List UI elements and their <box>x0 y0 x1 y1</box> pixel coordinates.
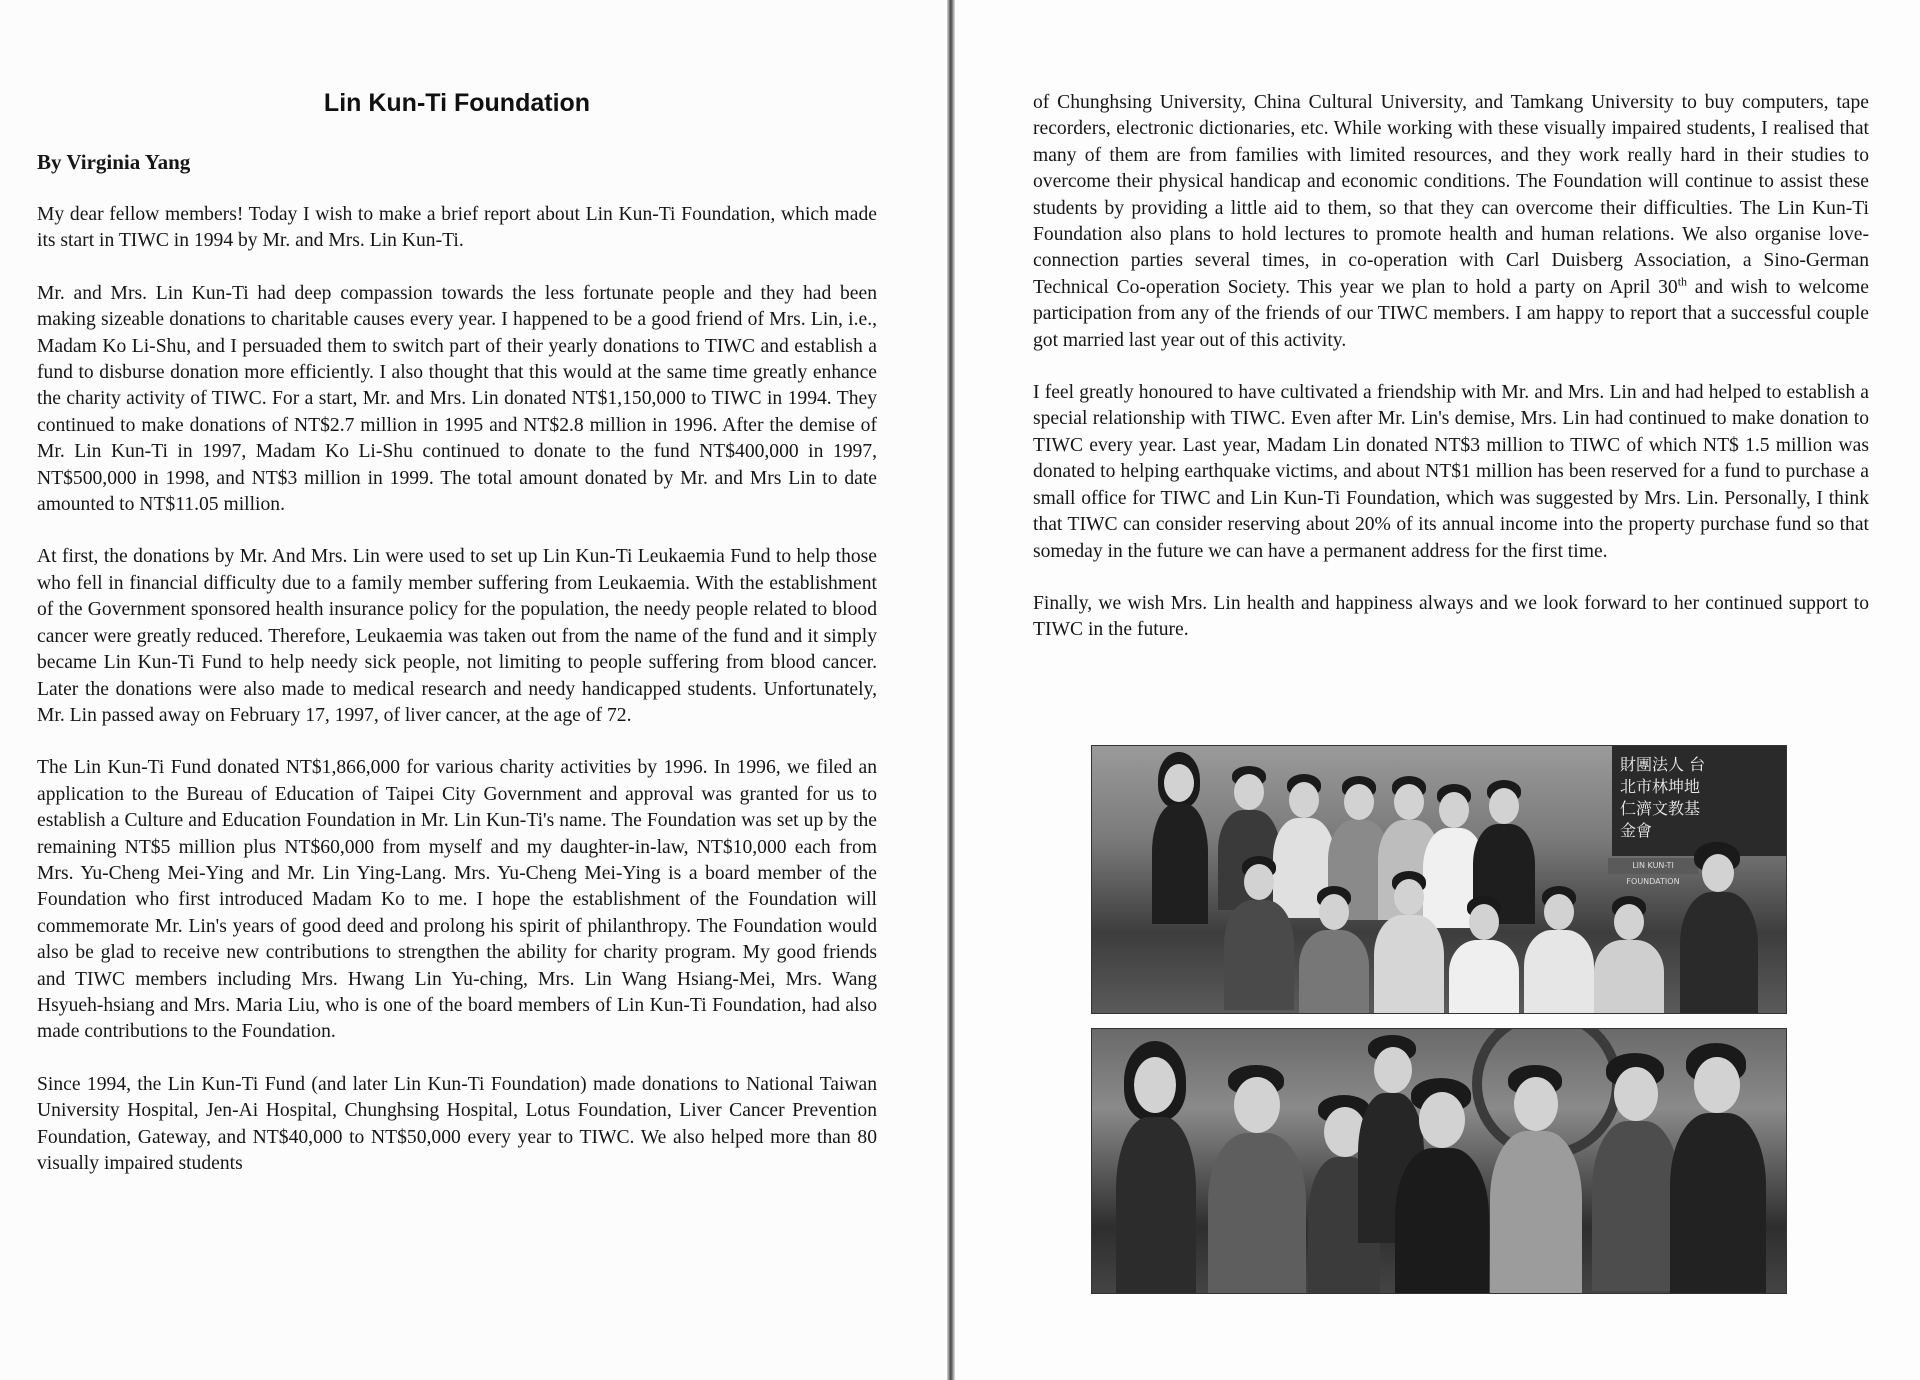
left-paragraph-3: At first, the donations by Mr. And Mrs. Lin were used to set up Lin Kun-Ti Leukaemia Fund to help those who fell in financial difficulty due to a family member suffering from Leukaemia. With the establishment of the Government sponsored health insurance policy for the population, the needy people related to blood cancer were greatly reduced. Therefore, Leukaemia was taken out from the name of the fund and it simply became Lin Kun-Ti Fund to help needy sick people, not limiting to people suffering from blood cancer. Later the donations were also made to medical research and needy handicapped students. Unfortunately, Mr. Lin passed away on February 17, 1997, of liver cancer, at the age of 72. <box>37 546 877 726</box>
left-text-column <box>37 202 877 1203</box>
article-byline: By Virginia Yang <box>37 150 191 174</box>
right-paragraph-1 <box>1033 90 1869 354</box>
left-paragraph-4: The Lin Kun-Ti Fund donated NT$1,866,000 for various charity activities by 1996. In 1996, we filed an application to the Bureau of Education of Taipei City Government and approval was granted for us to establish a Culture and Education Foundation in Mr. Lin Kun-Ti's name. The Foundation was set up by the remaining NT$5 million plus NT$60,000 from myself and my daughter-in-law, NT$10,000 each from Mrs. Yu-Cheng Mei-Ying and Mr. Lin Ying-Lang. Mrs. Yu-Cheng Mei-Ying is a board member of the Foundation who first introduced Madam Ko to me. I hope the establishment of the Foundation will commemorate Mr. Lin's years of good deed and prolong his spirit of philanthropy. The Foundation would also be glad to receive new contributions to strengthen the ability for charity program. My good friends and TIWC members including Mrs. Hwang Lin Yu-ching, Mrs. Lin Wang Hsiang-Mei, Mrs. Wang Hsyueh-hsiang and Mrs. Maria Liu, who is one of the board members of Lin Kun-Ti Foundation, had also made contributions to the Foundation. <box>37 757 877 1043</box>
book-gutter <box>947 0 955 1380</box>
right-paragraph-2: I feel greatly honoured to have cultivated a friendship with Mr. and Mrs. Lin and had helped to establish a special relationship with TIWC. Even after Mr. Lin's demise, Mrs. Lin had continued to make donation to TIWC every year. Last year, Madam Lin donated NT$3 million to TIWC of which NT$ 1.5 million was donated to helping earthquake victims, and about NT$1 million has been reserved for a fund to purchase a small office for TIWC and Lin Kun-Ti Foundation, which was suggested by Mrs. Lin. Personally, I think that TIWC can consider reserving about 20% of its annual income into the property purchase fund so that someday in the future we can have a permanent address for the first time. <box>1033 382 1869 562</box>
left-page <box>0 0 947 1380</box>
right-text-column <box>1033 90 1869 670</box>
article-title: Lin Kun-Ti Foundation <box>323 89 591 117</box>
left-paragraph-5: Since 1994, the Lin Kun-Ti Fund (and later Lin Kun-Ti Foundation) made donations to National Taiwan University Hospital, Jen-Ai Hospital, Chunghsing Hospital, Lotus Foundation, Liver Cancer Prevention Foundation, Gateway, and NT$40,000 to NT$50,000 every year to TIWC. We also helped more than 80 visually impaired students <box>37 1073 877 1174</box>
group-photo-members <box>1091 1028 1787 1294</box>
foundation-sign-text: 財團法人 台北市林坤地 仁濟文教基金會 <box>1620 755 1706 840</box>
foundation-banner: LIN KUN-TI FOUNDATION <box>1608 858 1698 874</box>
group-photo-students <box>1091 745 1787 1014</box>
ordinal-superscript: th <box>1677 274 1688 289</box>
right-paragraph-1-text-a: of Chunghsing University, China Cultural University, and Tamkang University to buy computers, tape recorders, electronic dictionaries, etc. While working with these visually impaired students, I realised that many of them are from families with limited resources, and they work really hard in their studies to overcome their physical handicap and economic conditions. The Foundation will continue to assist these students by providing a little aid to them, so that they can overcome their difficulties. The Lin Kun-Ti Foundation also plans to hold lectures to promote health and human relations. We also organise love-connection parties several times, in co-operation with Carl Duisberg Association, a Sino-German Technical Co-operation Society. This year we plan to hold a party on April 30 <box>1033 92 1869 298</box>
right-paragraph-3: Finally, we wish Mrs. Lin health and happiness always and we look forward to her continued support to TIWC in the future. <box>1033 592 1869 641</box>
right-paragraph-1-text-b: and wish to welcome participation from any of the friends of our TIWC members. I am happy to report that a successful couple got married last year out of this activity. <box>1033 276 1869 351</box>
left-paragraph-1: My dear fellow members! Today I wish to make a brief report about Lin Kun-Ti Foundation, which made its start in TIWC in 1994 by Mr. and Mrs. Lin Kun-Ti. <box>37 204 877 252</box>
left-paragraph-2: Mr. and Mrs. Lin Kun-Ti had deep compassion towards the less fortunate people and they had been making sizeable donations to charitable causes every year. I happened to be a good friend of Mrs. Lin, i.e., Madam Ko Li-Shu, and I persuaded them to switch part of their yearly donations to TIWC and establish a fund to disburse donation more efficiently. I also thought that this would at the same time greatly enhance the charity activity of TIWC. For a start, Mr. and Mrs. Lin donated NT$1,150,000 to TIWC in 1994. They continued to make donations of NT$2.7 million in 1995 and NT$2.8 million in 1996. After the demise of Mr. Lin Kun-Ti in 1997, Madam Ko Li-Shu continued to donate to the fund NT$400,000 in 1997, NT$500,000 in 1998, and NT$3 million in 1999. The total amount donated by Mr. and Mrs Lin to date amounted to NT$11.05 million. <box>37 282 877 516</box>
